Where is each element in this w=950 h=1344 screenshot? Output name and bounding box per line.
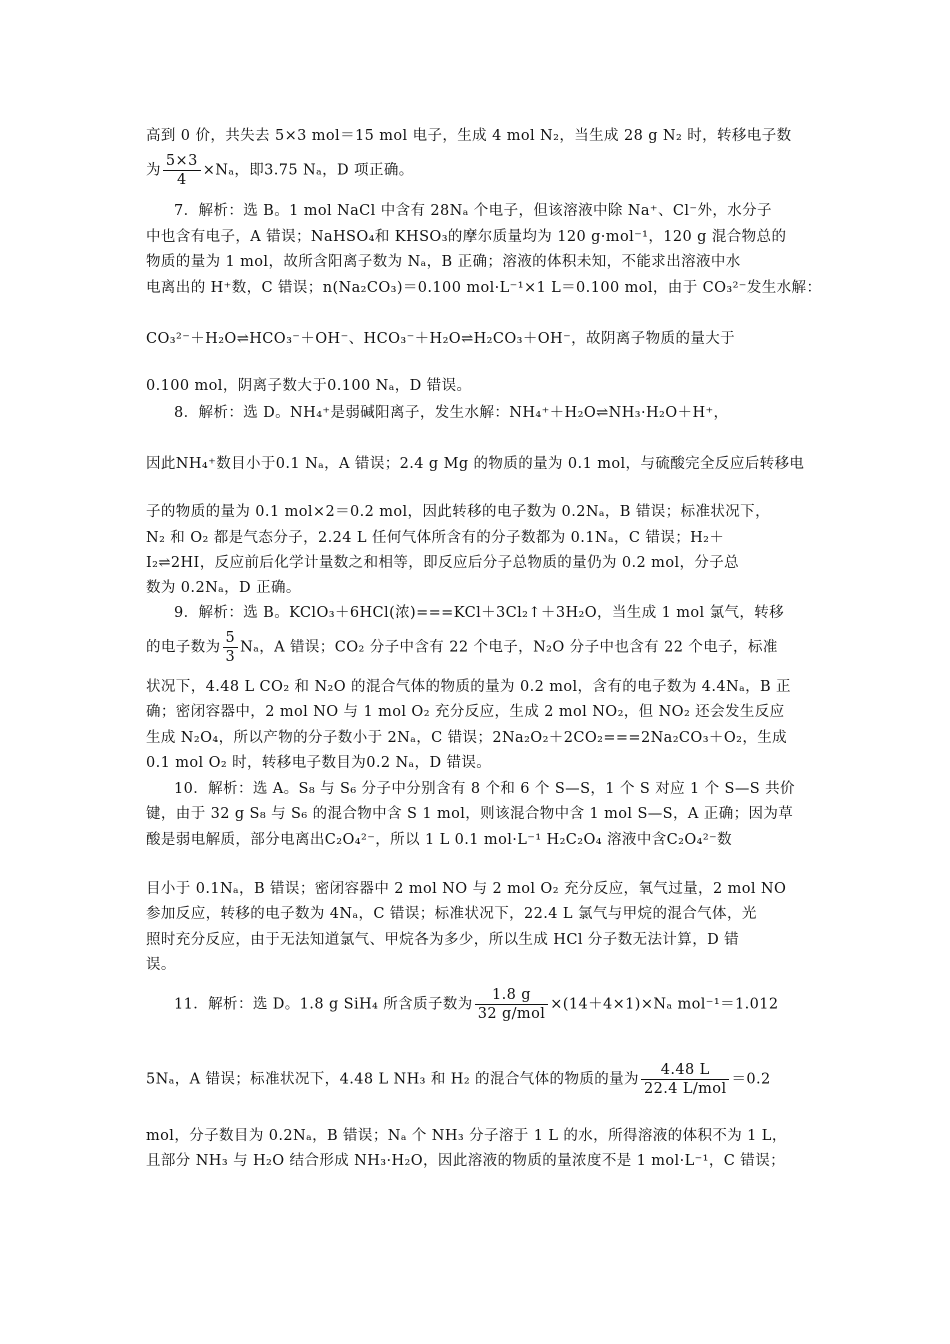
text-line: 目小于 0.1Nₐ，B 错误；密闭容器中 2 mol NO 与 2 mol O₂ 充分反应，氧气过量，2 mol NO xyxy=(146,881,787,897)
fraction-numerator: 5×3 xyxy=(163,152,201,171)
text-line: N₂ 和 O₂ 都是气态分子，2.24 L 任何气体所含有的分子数都为 0.1Nₐ，C 错误；H₂＋ xyxy=(146,530,725,546)
text-line xyxy=(174,986,834,1023)
text-line: 生成 N₂O₄，所以产物的分子数小于 2Nₐ，C 错误；2Na₂O₂＋2CO₂===2Na₂CO₃＋O₂，生成 xyxy=(146,730,788,746)
line-text-post: Nₐ，A 错误；CO₂ 分子中含有 22 个电子，N₂O 分子中也含有 22 个电子，标准 xyxy=(240,639,778,656)
text-line: 键，由于 32 g S₈ 与 S₆ 的混合物中含 S 1 mol，则该混合物中含 1 mol S—S，A 正确；因为草 xyxy=(146,806,794,822)
text-line: 10．解析：选 A。S₈ 与 S₆ 分子中分别含有 8 个和 6 个 S—S，1 个 S 对应 1 个 S—S 共价 xyxy=(174,781,795,797)
fraction-denominator: 3 xyxy=(225,649,236,665)
fraction xyxy=(641,1061,730,1098)
text-line xyxy=(146,152,806,189)
text-line: 参加反应，转移的电子数为 4Nₐ，C 错误；标准状况下，22.4 L 氯气与甲烷的混合气体，光 xyxy=(146,906,757,922)
text-line xyxy=(146,1061,806,1098)
text-line: 酸是弱电解质，部分电离出C₂O₄²⁻，所以 1 L 0.1 mol·L⁻¹ H₂C₂O₄ 溶液中含C₂O₄²⁻数 xyxy=(146,832,733,848)
fraction-denominator: 32 g/mol xyxy=(477,1006,546,1022)
line-text-post: ×(14＋4×1)×Nₐ mol⁻¹＝1.012 xyxy=(550,996,779,1013)
text-line: 物质的量为 1 mol，故所含阳离子数为 Nₐ，B 正确；溶液的体积未知，不能求出溶液中水 xyxy=(146,254,741,270)
text-line: 中也含有电子，A 错误；NaHSO₄和 KHSO₃的摩尔质量均为 120 g·mol⁻¹，120 g 混合物总的 xyxy=(146,229,787,245)
text-line: 状况下，4.48 L CO₂ 和 N₂O 的混合气体的物质的量为 0.2 mol，含有的电子数为 4.4Nₐ，B 正 xyxy=(146,679,791,695)
fraction-numerator: 5 xyxy=(223,629,239,648)
text-line: 电离出的 H⁺数，C 错误；n(Na₂CO₃)＝0.100 mol·L⁻¹×1 L＝0.100 mol，由于 CO₃²⁻发生水解： xyxy=(146,280,822,296)
fraction-numerator: 4.48 L xyxy=(641,1061,730,1080)
text-line: 9．解析：选 B。KClO₃＋6HCl(浓)===KCl＋3Cl₂↑＋3H₂O，当生成 1 mol 氯气，转移 xyxy=(174,605,785,621)
fraction-numerator: 1.8 g xyxy=(475,986,549,1005)
text-line: mol，分子数目为 0.2Nₐ，B 错误；Nₐ 个 NH₃ 分子溶于 1 L 的水，所得溶液的体积不为 1 L， xyxy=(146,1128,787,1144)
fraction xyxy=(163,152,201,189)
line-text-post: ×Nₐ，即3.75 Nₐ，D 项正确。 xyxy=(202,162,414,179)
text-line: 因此NH₄⁺数目小于0.1 Nₐ，A 错误；2.4 g Mg 的物质的量为 0.1 mol，与硫酸完全反应后转移电 xyxy=(146,456,805,472)
line-text-post: ＝0.2 xyxy=(731,1071,771,1088)
text-line: 0.1 mol O₂ 时，转移电子数目为0.2 Nₐ，D 错误。 xyxy=(146,755,492,771)
text-line: I₂⇌2HI，反应前后化学计量数之和相等，即反应后分子总物质的量仍为 0.2 mol，分子总 xyxy=(146,555,740,571)
text-line: 7．解析：选 B。1 mol NaCl 中含有 28Nₐ 个电子，但该溶液中除 Na⁺、Cl⁻外，水分子 xyxy=(174,203,772,219)
text-line xyxy=(146,629,806,666)
text-line: 数为 0.2Nₐ，D 正确。 xyxy=(146,580,301,596)
line-text-pre: 11．解析：选 D。1.8 g SiH₄ 所含质子数为 xyxy=(174,996,473,1013)
text-line: 0.100 mol，阴离子数大于0.100 Nₐ，D 错误。 xyxy=(146,378,472,394)
text-line: 确；密闭容器中，2 mol NO 与 1 mol O₂ 充分反应，生成 2 mol NO₂，但 NO₂ 还会发生反应 xyxy=(146,704,785,720)
fraction-denominator: 4 xyxy=(176,172,187,188)
line-text-pre: 5Nₐ，A 错误；标准状况下，4.48 L NH₃ 和 H₂ 的混合气体的物质的量为 xyxy=(146,1071,639,1088)
fraction xyxy=(223,629,239,666)
line-text-pre: 的电子数为 xyxy=(146,639,221,656)
text-line: 子的物质的量为 0.1 mol×2＝0.2 mol，因此转移的电子数为 0.2Nₐ，B 错误；标准状况下， xyxy=(146,504,770,520)
text-line: 高到 0 价，共失去 5×3 mol＝15 mol 电子，生成 4 mol N₂，当生成 28 g N₂ 时，转移电子数 xyxy=(146,128,792,144)
fraction xyxy=(475,986,549,1023)
fraction-denominator: 22.4 L/mol xyxy=(643,1081,727,1097)
text-line: 误。 xyxy=(146,957,176,973)
text-line: 8．解析：选 D。NH₄⁺是弱碱阳离子，发生水解：NH₄⁺＋H₂O⇌NH₃·H₂O＋H⁺， xyxy=(174,405,729,421)
line-text-pre: 为 xyxy=(146,162,161,179)
text-line: CO₃²⁻＋H₂O⇌HCO₃⁻＋OH⁻、HCO₃⁻＋H₂O⇌H₂CO₃＋OH⁻，故阴离子物质的量大于 xyxy=(146,331,736,347)
text-line: 且部分 NH₃ 与 H₂O 结合形成 NH₃·H₂O，因此溶液的物质的量浓度不是 1 mol·L⁻¹，C 错误； xyxy=(146,1153,786,1169)
text-line: 照时充分反应，由于无法知道氯气、甲烷各为多少，所以生成 HCl 分子数无法计算，D 错 xyxy=(146,932,740,948)
